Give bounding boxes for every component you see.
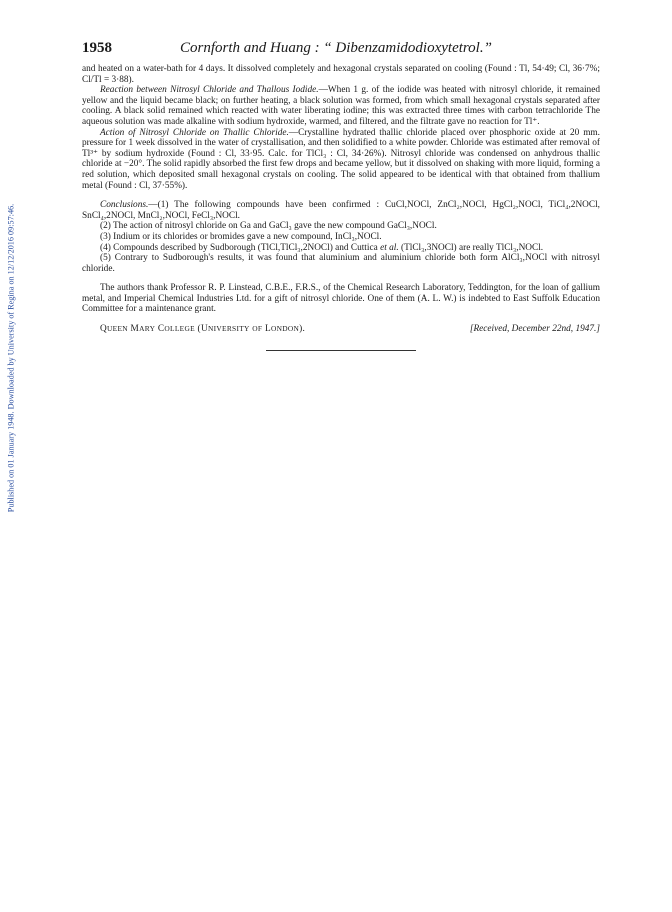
paragraph-thallous-iodide	[82, 85, 600, 127]
institution: QUEEN MARY COLLEGE (UNIVERSITY OF LONDON).	[100, 324, 306, 335]
section-heading: Reaction between Nitrosyl Chloride and Thallous Iodide.	[100, 85, 319, 96]
paragraph-continued: and heated on a water-bath for 4 days. It dissolved completely and hexagonal crystals separated on cooling (Found : Tl, 54·49; Cl, 36·7%; Cl/Tl = 3·88).	[82, 64, 600, 85]
running-title: Cornforth and Huang : “ Dibenzamidodioxytetrol.”	[180, 40, 492, 56]
paragraph-text: —When 1 g. of the iodide was heated with nitrosyl chloride, it remained yellow and the liquid became black; on further heating, a black solution was formed, from which small hexagonal crystals separated after cooling. A black solid remained which reacted with water liberating iodine; this was extracted three times with carbon tetrachloride The aqueous solution was made alkaline with sodium hydroxide, warmed, and filtered, and the filtrate gave no reaction for Tl⁺.	[82, 85, 600, 127]
acknowledgement: The authors thank Professor R. P. Linstead, C.B.E., F.R.S., of the Chemical Research Laboratory, Teddington, for the loan of gallium metal, and Imperial Chemical Industries Ltd. for a gift of nitrosyl chloride. One of them (A. L. W.) is indebted to East Suffolk Education Committee for a maintenance grant.	[82, 283, 600, 315]
conclusion-text: (4) Compounds described by Sudborough (TlCl,TlCl₃,2NOCl) and Cuttica	[100, 242, 381, 253]
paragraph-text: —Crystalline hydrated thallic chloride placed over phosphoric oxide at 20 mm. pressure for 1 week dissolved in the water of crystallisation, and then solidified to a white powder. Chloride was estimated after removal of Tl³⁺ by sodium hydroxide (Found : Cl, 33·95. Calc. for TlCl₃ : Cl, 34·26%). Nitrosyl chloride was condensed on anhydrous thallic chloride at −20°. The solid rapidly absorbed the first few drops and became yellow, but it dissolved on shaking with more liquid, forming a red solution, which deposited small hexagonal crystals on cooling. The solid appeared to be identical with that obtained from thallium metal (Found : Cl, 37·55%).	[82, 127, 600, 191]
et-al: et al.	[380, 242, 399, 253]
end-rule	[266, 350, 416, 351]
section-heading: Action of Nitrosyl Chloride on Thallic Chloride.	[100, 127, 289, 138]
conclusions-item-4	[82, 243, 600, 254]
body-text	[82, 64, 600, 315]
received-date: [Received, December 22nd, 1947.]	[469, 324, 600, 335]
paragraph-thallic-chloride	[82, 128, 600, 192]
download-notice	[4, 138, 18, 578]
article-footer	[82, 324, 600, 336]
conclusion-text: (TlCl₃,3NOCl) are really TlCl₃,NOCl.	[398, 242, 544, 253]
download-notice-text: Published on 01 January 1948. Downloaded by University of Regina on 12/12/2016 09:57:46.	[6, 203, 16, 513]
page-number: 1958	[82, 40, 112, 56]
conclusions-item-5: (5) Contrary to Sudborough's results, it was found that aluminium and aluminium chloride both form AlCl₃,NOCl with nitrosyl chloride.	[82, 253, 600, 274]
page-header	[82, 40, 600, 64]
conclusion-text: —(1) The following compounds have been confirmed : CuCl,NOCl, ZnCl₂,NOCl, HgCl₂,NOCl, TiCl₄,2NOCl, SnCl₄,2NOCl, MnCl₂,NOCl, FeCl₃,NOCl.	[82, 200, 600, 221]
journal-page	[82, 40, 600, 351]
section-heading: Conclusions.	[100, 200, 149, 211]
conclusions-item-2: (2) The action of nitrosyl chloride on Ga and GaCl₃ gave the new compound GaCl₃,NOCl.	[100, 221, 437, 232]
conclusions-item-1	[82, 200, 600, 221]
conclusions-item-3: (3) Indium or its chlorides or bromides gave a new compound, InCl₃,NOCl.	[100, 231, 382, 242]
